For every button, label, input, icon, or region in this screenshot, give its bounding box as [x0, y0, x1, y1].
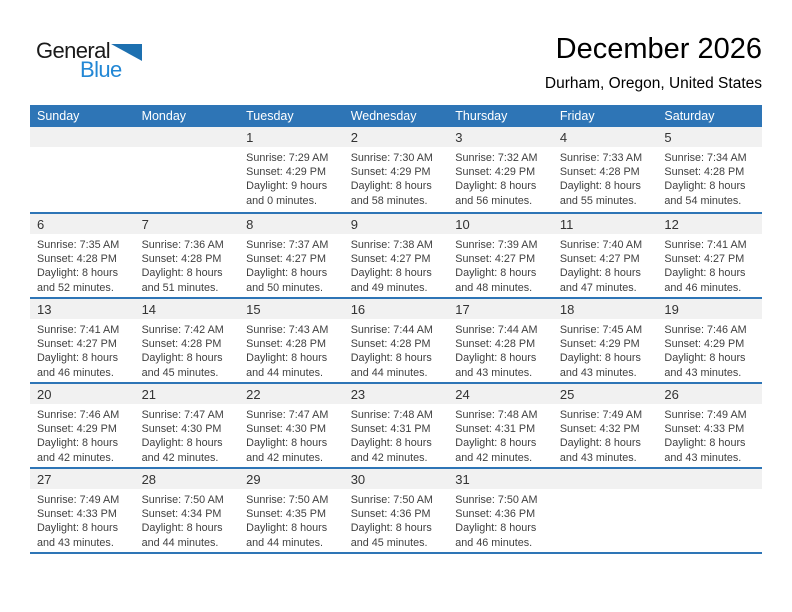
day-info-line: Daylight: 8 hours — [455, 267, 537, 280]
day-cell-18 — [553, 299, 658, 382]
day-info-line: Sunset: 4:27 PM — [455, 253, 536, 266]
day-info-line: Daylight: 8 hours — [246, 267, 328, 280]
weekday-wednesday: Wednesday — [350, 109, 417, 123]
day-info-line: Sunrise: 7:48 AM — [350, 409, 433, 421]
day-number: 25 — [553, 384, 658, 404]
day-info-line: Sunset: 4:28 PM — [37, 253, 117, 266]
day-info-line: Sunset: 4:28 PM — [141, 253, 222, 266]
day-number: 21 — [135, 384, 240, 404]
day-cell-10 — [448, 214, 553, 297]
day-number: 12 — [657, 214, 762, 234]
day-cell-22 — [239, 384, 344, 467]
day-info-line: and 43 minutes. — [559, 451, 637, 464]
day-info-line: Sunrise: 7:48 AM — [455, 409, 538, 421]
weekday-monday: Monday — [141, 109, 187, 123]
title-block — [545, 34, 762, 93]
day-info-line: and 44 minutes. — [141, 536, 219, 549]
week-row — [30, 467, 762, 552]
day-details — [344, 489, 449, 550]
day-info-line: Sunrise: 7:36 AM — [141, 239, 224, 251]
week-row — [30, 212, 762, 297]
day-info-line: Daylight: 8 hours — [455, 180, 537, 193]
day-info-line: Daylight: 8 hours — [559, 267, 641, 280]
day-cell-1 — [239, 127, 344, 212]
day-cell-28 — [135, 469, 240, 552]
day-details — [239, 234, 344, 295]
day-number: 30 — [344, 469, 449, 489]
week-row — [30, 127, 762, 212]
day-info-line: Sunrise: 7:50 AM — [141, 494, 224, 506]
day-cell-9 — [344, 214, 449, 297]
day-info-line: and 48 minutes. — [455, 281, 533, 294]
day-number: 24 — [448, 384, 553, 404]
day-info-line: Sunset: 4:29 PM — [455, 166, 536, 179]
day-info-line: Daylight: 8 hours — [350, 267, 432, 280]
day-details — [239, 489, 344, 550]
day-info-line: and 58 minutes. — [350, 194, 428, 207]
day-info-line: and 0 minutes. — [246, 194, 317, 207]
day-number-empty — [553, 469, 658, 489]
day-info-line: Daylight: 8 hours — [559, 437, 641, 450]
day-info-line: Sunset: 4:36 PM — [350, 508, 431, 521]
day-details — [553, 319, 658, 380]
day-info-line: Daylight: 8 hours — [559, 352, 641, 365]
day-number: 14 — [135, 299, 240, 319]
day-cell-2 — [344, 127, 449, 212]
day-number: 16 — [344, 299, 449, 319]
day-info-line: Daylight: 8 hours — [37, 522, 119, 535]
day-info-line: and 52 minutes. — [37, 281, 114, 294]
day-info-line: Sunrise: 7:39 AM — [455, 239, 538, 251]
weekday-thursday: Thursday — [455, 109, 508, 123]
day-details — [239, 319, 344, 380]
day-number-empty — [657, 469, 762, 489]
day-info-line: Sunrise: 7:50 AM — [246, 494, 329, 506]
day-number: 1 — [239, 127, 344, 147]
day-number-empty — [30, 127, 135, 147]
day-info-line: and 43 minutes. — [664, 366, 742, 379]
calendar-weeks — [30, 127, 762, 552]
day-info-line: and 46 minutes. — [455, 536, 533, 549]
day-info-line: and 49 minutes. — [350, 281, 428, 294]
day-number: 13 — [30, 299, 135, 319]
day-info-line: Sunrise: 7:44 AM — [350, 324, 433, 336]
day-number: 31 — [448, 469, 553, 489]
day-details — [30, 404, 135, 465]
day-info-line: Daylight: 8 hours — [37, 267, 119, 280]
day-cell-empty — [657, 469, 762, 552]
day-info-line: and 54 minutes. — [664, 194, 742, 207]
day-info-line: Daylight: 8 hours — [141, 267, 223, 280]
day-details — [553, 234, 658, 295]
day-info-line: Daylight: 8 hours — [664, 437, 746, 450]
day-info-line: Sunrise: 7:40 AM — [559, 239, 643, 251]
day-info-line: Sunset: 4:27 PM — [37, 338, 117, 351]
day-details — [553, 147, 658, 208]
day-info-line: Daylight: 9 hours — [246, 180, 328, 193]
day-info-line: Sunset: 4:36 PM — [455, 508, 536, 521]
day-info-line: Sunrise: 7:33 AM — [559, 152, 643, 164]
day-info-line: Sunrise: 7:44 AM — [455, 324, 538, 336]
day-number: 22 — [239, 384, 344, 404]
day-cell-empty — [135, 127, 240, 212]
day-info-line: Sunset: 4:27 PM — [664, 253, 745, 266]
day-number: 2 — [344, 127, 449, 147]
day-details — [448, 147, 553, 208]
day-info-line: Daylight: 8 hours — [246, 522, 328, 535]
week-row — [30, 382, 762, 467]
day-info-line: Daylight: 8 hours — [350, 180, 432, 193]
general-blue-logo — [36, 34, 142, 81]
day-details — [135, 319, 240, 380]
weekday-header-row — [30, 105, 762, 127]
day-info-line: Sunrise: 7:29 AM — [246, 152, 329, 164]
day-info-line: Sunset: 4:29 PM — [664, 338, 745, 351]
day-details — [344, 147, 449, 208]
day-details — [657, 234, 762, 295]
day-cell-4 — [553, 127, 658, 212]
day-cell-12 — [657, 214, 762, 297]
day-details — [239, 404, 344, 465]
day-info-line: Daylight: 8 hours — [455, 437, 537, 450]
day-info-line: and 56 minutes. — [455, 194, 533, 207]
day-info-line: and 42 minutes. — [37, 451, 114, 464]
day-info-line: and 45 minutes. — [350, 536, 428, 549]
day-info-line: Sunset: 4:29 PM — [559, 338, 640, 351]
day-details — [448, 489, 553, 550]
day-info-line: Sunrise: 7:43 AM — [246, 324, 329, 336]
day-cell-17 — [448, 299, 553, 382]
week-row — [30, 297, 762, 382]
day-info-line: and 45 minutes. — [141, 366, 219, 379]
day-number: 15 — [239, 299, 344, 319]
day-cell-empty — [30, 127, 135, 212]
day-info-line: and 55 minutes. — [559, 194, 637, 207]
day-details — [448, 404, 553, 465]
day-info-line: Sunrise: 7:50 AM — [455, 494, 538, 506]
day-info-line: Sunset: 4:29 PM — [246, 166, 326, 179]
day-cell-26 — [657, 384, 762, 467]
day-info-line: Daylight: 8 hours — [664, 352, 746, 365]
day-number: 27 — [30, 469, 135, 489]
day-cell-24 — [448, 384, 553, 467]
day-info-line: Sunrise: 7:42 AM — [141, 324, 224, 336]
day-number: 4 — [553, 127, 658, 147]
logo-text-blue: Blue — [80, 57, 122, 82]
day-info-line: Sunset: 4:28 PM — [350, 338, 431, 351]
page-subtitle: Durham, Oregon, United States — [544, 74, 762, 92]
day-info-line: Sunrise: 7:30 AM — [350, 152, 433, 164]
day-info-line: Daylight: 8 hours — [141, 437, 223, 450]
day-info-line: Daylight: 8 hours — [246, 352, 328, 365]
day-info-line: and 44 minutes. — [246, 536, 323, 549]
day-info-line: Sunrise: 7:37 AM — [246, 239, 329, 251]
day-number: 3 — [448, 127, 553, 147]
day-info-line: and 43 minutes. — [37, 536, 114, 549]
day-info-line: Daylight: 8 hours — [664, 267, 746, 280]
day-info-line: Sunrise: 7:49 AM — [664, 409, 747, 421]
day-cell-16 — [344, 299, 449, 382]
day-cell-empty — [553, 469, 658, 552]
day-number: 7 — [135, 214, 240, 234]
day-info-line: and 43 minutes. — [455, 366, 533, 379]
day-info-line: and 43 minutes. — [664, 451, 742, 464]
day-info-line: and 44 minutes. — [246, 366, 323, 379]
day-details — [135, 404, 240, 465]
day-number: 23 — [344, 384, 449, 404]
day-info-line: Sunrise: 7:50 AM — [350, 494, 433, 506]
day-info-line: Sunset: 4:27 PM — [559, 253, 640, 266]
day-cell-20 — [30, 384, 135, 467]
day-cell-25 — [553, 384, 658, 467]
day-cell-27 — [30, 469, 135, 552]
day-info-line: Sunset: 4:27 PM — [350, 253, 431, 266]
day-info-line: and 42 minutes. — [246, 451, 323, 464]
day-info-line: and 43 minutes. — [559, 366, 637, 379]
logo-text-general: General — [36, 38, 111, 63]
day-info-line: Daylight: 8 hours — [559, 180, 641, 193]
day-info-line: Sunset: 4:34 PM — [141, 508, 222, 521]
page-title: December 2026 — [555, 33, 762, 65]
day-details — [448, 234, 553, 295]
day-info-line: Sunset: 4:29 PM — [350, 166, 431, 179]
day-details — [135, 489, 240, 550]
day-info-line: Sunset: 4:32 PM — [559, 423, 640, 436]
day-number: 8 — [239, 214, 344, 234]
day-info-line: and 42 minutes. — [141, 451, 219, 464]
day-number: 11 — [553, 214, 658, 234]
day-info-line: Daylight: 8 hours — [141, 522, 223, 535]
day-number: 6 — [30, 214, 135, 234]
day-info-line: Daylight: 8 hours — [455, 352, 537, 365]
day-info-line: and 46 minutes. — [664, 281, 742, 294]
day-details — [657, 404, 762, 465]
day-details — [344, 319, 449, 380]
day-info-line: Sunrise: 7:38 AM — [350, 239, 433, 251]
day-info-line: Daylight: 8 hours — [246, 437, 328, 450]
day-info-line: Sunrise: 7:46 AM — [37, 409, 120, 421]
day-details — [239, 147, 344, 208]
day-info-line: Daylight: 8 hours — [37, 437, 119, 450]
day-info-line: Sunrise: 7:47 AM — [246, 409, 329, 421]
page-header — [36, 34, 762, 93]
day-info-line: and 51 minutes. — [141, 281, 219, 294]
day-info-line: Sunset: 4:31 PM — [350, 423, 431, 436]
day-cell-19 — [657, 299, 762, 382]
day-details — [135, 234, 240, 295]
day-info-line: Sunset: 4:27 PM — [246, 253, 326, 266]
day-info-line: Sunrise: 7:49 AM — [559, 409, 643, 421]
day-info-line: and 42 minutes. — [350, 451, 428, 464]
day-info-line: Sunset: 4:28 PM — [664, 166, 745, 179]
day-info-line: Daylight: 8 hours — [350, 522, 432, 535]
day-info-line: Sunset: 4:28 PM — [455, 338, 536, 351]
day-cell-5 — [657, 127, 762, 212]
day-info-line: Sunset: 4:33 PM — [37, 508, 117, 521]
day-cell-14 — [135, 299, 240, 382]
day-details — [657, 147, 762, 208]
day-info-line: Sunset: 4:28 PM — [246, 338, 326, 351]
day-details — [30, 489, 135, 550]
day-number: 19 — [657, 299, 762, 319]
day-info-line: and 47 minutes. — [559, 281, 637, 294]
day-info-line: Daylight: 8 hours — [455, 522, 537, 535]
weekday-tuesday: Tuesday — [246, 109, 294, 123]
day-number-empty — [135, 127, 240, 147]
day-number: 28 — [135, 469, 240, 489]
weekday-friday: Friday — [559, 109, 595, 123]
day-info-line: Sunrise: 7:49 AM — [37, 494, 120, 506]
day-number: 29 — [239, 469, 344, 489]
day-number: 5 — [657, 127, 762, 147]
day-info-line: Sunrise: 7:34 AM — [664, 152, 747, 164]
day-info-line: Daylight: 8 hours — [141, 352, 223, 365]
day-info-line: Sunrise: 7:46 AM — [664, 324, 747, 336]
day-details — [30, 234, 135, 295]
day-cell-29 — [239, 469, 344, 552]
day-details — [30, 319, 135, 380]
day-info-line: and 44 minutes. — [350, 366, 428, 379]
day-number: 9 — [344, 214, 449, 234]
weekday-saturday: Saturday — [664, 109, 715, 123]
day-info-line: Daylight: 8 hours — [350, 352, 432, 365]
day-cell-23 — [344, 384, 449, 467]
day-number: 17 — [448, 299, 553, 319]
day-details — [553, 404, 658, 465]
day-info-line: Sunset: 4:30 PM — [246, 423, 326, 436]
day-info-line: and 50 minutes. — [246, 281, 323, 294]
day-details — [344, 404, 449, 465]
day-details — [448, 319, 553, 380]
day-cell-8 — [239, 214, 344, 297]
day-cell-15 — [239, 299, 344, 382]
weekday-sunday: Sunday — [37, 109, 80, 123]
day-cell-3 — [448, 127, 553, 212]
day-info-line: Daylight: 8 hours — [664, 180, 746, 193]
day-info-line: Daylight: 8 hours — [37, 352, 119, 365]
day-cell-6 — [30, 214, 135, 297]
day-cell-13 — [30, 299, 135, 382]
day-info-line: Sunset: 4:28 PM — [141, 338, 222, 351]
day-info-line: and 46 minutes. — [37, 366, 114, 379]
day-cell-7 — [135, 214, 240, 297]
calendar-table — [30, 105, 762, 554]
day-number: 20 — [30, 384, 135, 404]
day-cell-31 — [448, 469, 553, 552]
day-details — [657, 319, 762, 380]
day-details — [344, 234, 449, 295]
day-info-line: Sunrise: 7:32 AM — [455, 152, 538, 164]
day-number: 10 — [448, 214, 553, 234]
day-info-line: Sunrise: 7:45 AM — [559, 324, 643, 336]
day-info-line: Sunset: 4:28 PM — [559, 166, 640, 179]
day-info-line: Sunset: 4:29 PM — [37, 423, 117, 436]
day-cell-11 — [553, 214, 658, 297]
day-info-line: and 42 minutes. — [455, 451, 533, 464]
day-info-line: Sunset: 4:30 PM — [141, 423, 222, 436]
day-info-line: Sunset: 4:33 PM — [664, 423, 745, 436]
day-number: 26 — [657, 384, 762, 404]
day-info-line: Sunrise: 7:41 AM — [37, 324, 120, 336]
day-info-line: Sunset: 4:31 PM — [455, 423, 536, 436]
day-info-line: Sunrise: 7:41 AM — [664, 239, 747, 251]
day-cell-30 — [344, 469, 449, 552]
day-info-line: Daylight: 8 hours — [350, 437, 432, 450]
day-info-line: Sunrise: 7:47 AM — [141, 409, 224, 421]
day-cell-21 — [135, 384, 240, 467]
day-info-line: Sunrise: 7:35 AM — [37, 239, 120, 251]
day-info-line: Sunset: 4:35 PM — [246, 508, 326, 521]
day-number: 18 — [553, 299, 658, 319]
